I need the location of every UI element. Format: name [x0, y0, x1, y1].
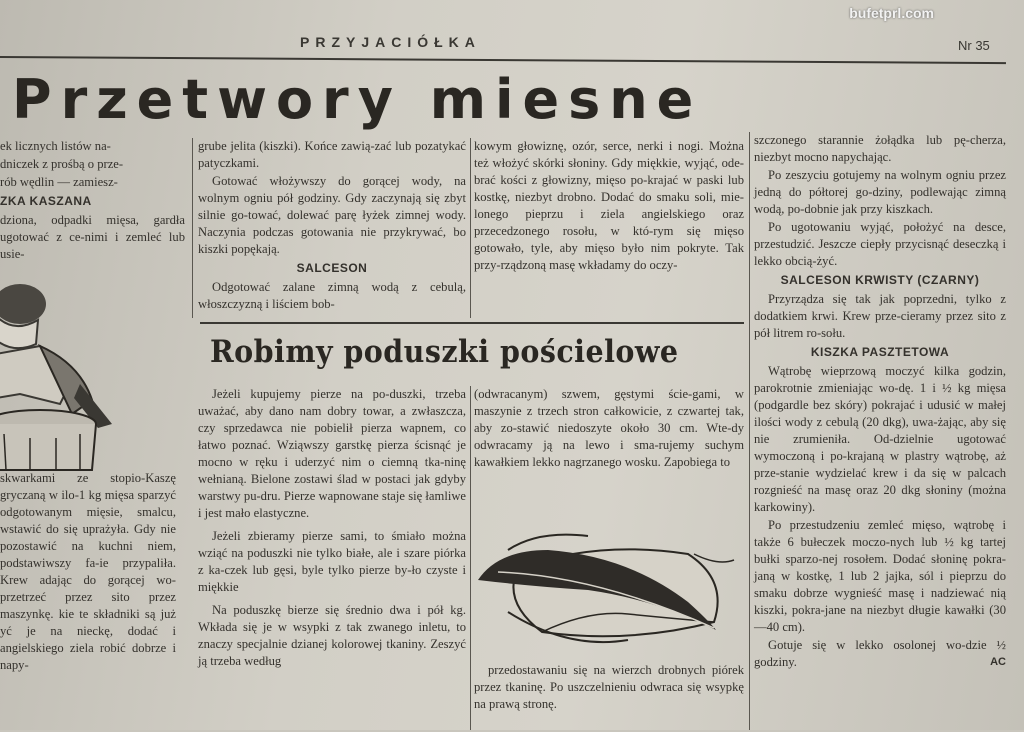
section-heading-salceson: SALCESON — [296, 261, 368, 275]
pillow-feather-illustration — [478, 510, 738, 658]
article-separator-rule — [200, 322, 744, 324]
masthead-title: PRZYJACIÓŁKA — [300, 34, 481, 50]
col2-paragraph-3: Odgotować zalane zimną wodą z cebulą, włoszczyzną i liściem bob- — [198, 280, 466, 311]
col1-line-2: dniczek z prośbą o prze- — [0, 157, 124, 171]
article2-column-2-continued — [474, 662, 744, 732]
col6-paragraph-3: Na poduszkę bierze się średnio dwa i pół kg. Wkłada się je w wsypki z tak zwanego inletu, to znaczy specjalnie dzianej kolorowej tkaniny. Zeszyć ją trzeba według — [198, 603, 466, 668]
col4-paragraph-6: Po przestudzeniu zemleć mięso, wątrobę i także 6 bułeczek moczo-nych lub ½ kg tartej bułki sparzo-nej rosołem. Dodać słoninę pokra-janą w kostkę, 1 lub 2 jajka, sól i pieprzu do smaku dobrze wygnieść masę i nadziewać nią kiszki, pokra-jane na niezbyt długie kawałki (30—40 cm). — [754, 518, 1006, 634]
column-divider — [470, 386, 471, 730]
section-heading-salceson-krwisty: SALCESON KRWISTY (CZARNY) — [780, 273, 980, 287]
column-divider — [749, 132, 750, 730]
col4-paragraph-4: Przyrządza się tak jak poprzedni, tylko z dodatkiem krwi. Krew prze-cieramy przez sito z pół litrem ro-sołu. — [754, 292, 1006, 340]
col1-line-1: ek licznych listów na- — [0, 139, 111, 153]
col4-paragraph-2: Po zeszyciu gotujemy na wolnym ogniu przez jedną do półtorej go-dziny, podlewając zimną wodą, po-dobnie jak przy kiszkach. — [754, 168, 1006, 216]
col6-paragraph-1: Jeżeli kupujemy pierze na po-duszki, trzeba uważać, aby dano nam dobry towar, a zwłaszcza, czy sprzedawca nie pobielił pierza wapnem, co łatwo poznać. Wziąwszy garstkę pierza ścisnąć je mocno w ręku i uderzyć nim o ciemną tka-ninę wełnianą. Bielone zostawi ślad w postaci jak gdyby warstwy pu-dru. Pierze wapnowane staje się łamliwe i jest mało elastyczne. — [198, 387, 466, 520]
col7-paragraph-1: (odwracanym) szwem, gęstymi ście-gami, w maszynie z trzech stron całkowicie, z czwartej tak, aby zo-stawić niedoszyte około 30 cm. Wte-dy odwracamy ją na lewo i sma-rujemy suchym kawałkiem lekko nagrzanego wosku. Zapobiega to — [474, 387, 744, 469]
author-signature: AC — [990, 656, 1006, 668]
article1-column-2 — [198, 138, 466, 318]
col4-paragraph-7-text: Gotuje się w lekko osolonej wo-dzie ½ godziny. — [754, 638, 1006, 669]
col4-paragraph-7 — [754, 637, 1006, 671]
col2-paragraph-2: Gotować włożywszy do gorącej wody, na wolnym ogniu pół godziny. Gdy zaczynają się zbyt silnie go-tować, dolewać parę łyżek zimnej wody. Naczynia podczas gotowania nie przykrywać, bo kiszki popękają. — [198, 174, 466, 256]
col4-paragraph-5: Wątrobę wieprzową moczyć kilka godzin, parokrotnie zmieniając wo-dę. 1 i ½ kg mięsa (podgardle bez skóry) pokrajać i udusić w małej ilości wody z cebulą (20 dkg), uwa-żając, aby się nie zrumieniła. Od-dzielnie ugotować wymoczoną i po-krajaną w plastry wątrobę, aż prze-stanie wydzielać krew i da się w palcach rozgnieść na masę oraz 20 dkg słoniny (można karkowiny). — [754, 364, 1006, 514]
article2-headline: Robimy poduszki pościelowe — [210, 334, 679, 370]
article1-column-5 — [0, 470, 176, 732]
issue-number: Nr 35 — [958, 38, 990, 53]
article2-column-1 — [198, 386, 466, 732]
col2-paragraph-1: grube jelita (kiszki). Końce zawią-zać lub pozatykać patyczkami. — [198, 139, 466, 170]
col6-paragraph-2: Jeżeli zbieramy pierze sami, to śmiało można wziąć na poduszki nie tylko białe, ale i szare piórka z ka-czek lub gęsi, byle tylko pierze by-ło czyste i miękkie — [198, 529, 466, 594]
col4-paragraph-1: szczonego starannie żołądka lub pę-cherza, niezbyt mocno napychając. — [754, 133, 1006, 164]
col5-paragraph: skwarkami ze stopio-Kaszę gryczaną w ilo-1 kg mięsa sparzyć odgotowanym mięsie, smalcu, wstawić do się uprażyła. Gdy nie pozostawić na kuchni niem, podstawiwszy fa-ie przypaliła. Krew adając do gorącej wo-przetrzeć przez sito przez maszynkę. kie te składniki są już yć je na nieckę, dodać i angielskiego ziela robić dobrze i napy- — [0, 471, 176, 672]
woman-cooking-illustration — [0, 274, 120, 474]
article2-column-2 — [474, 386, 744, 498]
article-headline: Przetwory miesne — [12, 68, 703, 131]
col1-paragraph: dziona, odpadki mięsa, gardła ugotować z ce-nimi i zemleć lub usie- — [0, 213, 185, 261]
col3-paragraph-1: kowym głowiznę, ozór, serce, nerki i nogi. Można też włożyć skórki słoniny. Gdy miękkie, wyjąć, ode-brać kości z głowizny, mięso po-krajać w paski lub kostkę, niezbyt drobno. Dodać do smaku soli, mie-lonego pieprzu i ziela angielskiego oraz przecedzonego rosołu, w któ-rym się mięso gotowało, tyle, aby mięso było nim pokryte. Tak przy-rządzoną masę wkładamy do oczy- — [474, 139, 744, 272]
article1-column-4 — [754, 132, 1006, 732]
column-divider — [192, 138, 193, 318]
article1-column-1 — [0, 138, 185, 261]
section-heading-kiszka-kaszana: ZKA KASZANA — [0, 194, 92, 208]
column-divider — [470, 138, 471, 318]
article1-column-3 — [474, 138, 744, 318]
watermark: bufetprl.com — [849, 5, 934, 21]
masthead-rule — [0, 56, 1006, 64]
col7b-paragraph-1: przedostawaniu się na wierzch drobnych piórek przez tkaninę. Po uszczelnieniu odwraca się wsypkę na prawą stronę. — [474, 663, 744, 711]
col1-line-3: rób wędlin — zamiesz- — [0, 175, 118, 189]
section-heading-kiszka-pasztetowa: KISZKA PASZTETOWA — [810, 345, 950, 359]
col4-paragraph-3: Po ugotowaniu wyjąć, położyć na desce, przestudzić. Jeszcze ciepły przycisnąć deseczką i lekko obcią-żyć. — [754, 220, 1006, 268]
